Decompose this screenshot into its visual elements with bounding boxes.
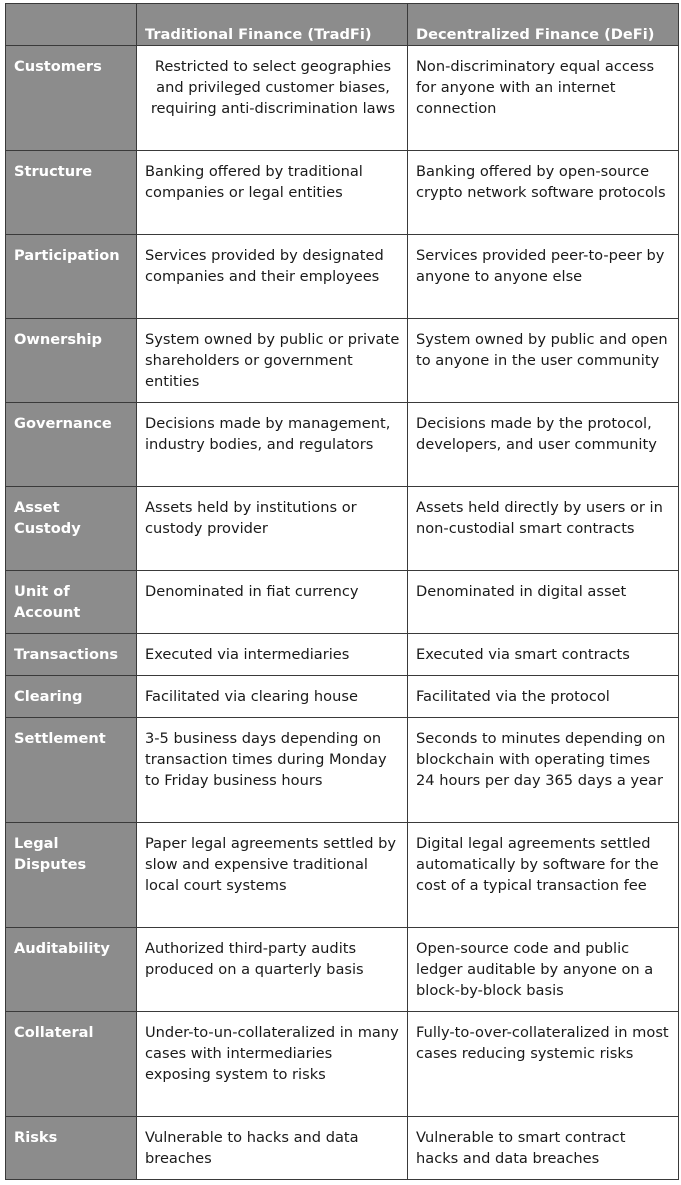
table-row (6, 487, 679, 571)
tradfi-cell: System owned by public or private shareholders or government entities (137, 319, 408, 403)
header-corner-cell (6, 4, 137, 46)
defi-cell: Non-discriminatory equal access for anyone with an internet connection (408, 46, 679, 151)
defi-cell: Vulnerable to smart contract hacks and data breaches (408, 1117, 679, 1180)
row-label: Ownership (6, 319, 137, 403)
table-body (6, 46, 679, 1180)
table-row (6, 46, 679, 151)
header-defi: Decentralized Finance (DeFi) (408, 4, 679, 46)
table-row (6, 1012, 679, 1117)
tradfi-cell: Facilitated via clearing house (137, 676, 408, 718)
defi-cell: Denominated in digital asset (408, 571, 679, 634)
table-row (6, 403, 679, 487)
defi-cell: Services provided peer-to-peer by anyone to anyone else (408, 235, 679, 319)
row-label: Unit of Account (6, 571, 137, 634)
table-row (6, 634, 679, 676)
defi-cell: Decisions made by the protocol, developers, and user community (408, 403, 679, 487)
tradfi-cell: Authorized third-party audits produced on a quarterly basis (137, 928, 408, 1012)
row-label: Asset Custody (6, 487, 137, 571)
defi-cell: Seconds to minutes depending on blockchain with operating times 24 hours per day 365 days a year (408, 718, 679, 823)
row-label: Settlement (6, 718, 137, 823)
header-row (6, 4, 679, 46)
table-row (6, 718, 679, 823)
defi-cell: Open-source code and public ledger auditable by anyone on a block-by-block basis (408, 928, 679, 1012)
row-label: Governance (6, 403, 137, 487)
tradfi-cell: Banking offered by traditional companies or legal entities (137, 151, 408, 235)
tradfi-cell: Services provided by designated companies and their employees (137, 235, 408, 319)
tradfi-cell: Paper legal agreements settled by slow and expensive traditional local court systems (137, 823, 408, 928)
row-label: Transactions (6, 634, 137, 676)
row-label: Clearing (6, 676, 137, 718)
table-row (6, 319, 679, 403)
row-label: Customers (6, 46, 137, 151)
row-label: Collateral (6, 1012, 137, 1117)
table-row (6, 235, 679, 319)
tradfi-cell: Under-to-un-collateralized in many cases with intermediaries exposing system to risks (137, 1012, 408, 1117)
row-label: Participation (6, 235, 137, 319)
defi-cell: System owned by public and open to anyone in the user community (408, 319, 679, 403)
comparison-table (5, 3, 679, 1180)
tradfi-cell: Executed via intermediaries (137, 634, 408, 676)
table-row (6, 676, 679, 718)
tradfi-cell: 3-5 business days depending on transaction times during Monday to Friday business hours (137, 718, 408, 823)
tradfi-cell: Assets held by institutions or custody provider (137, 487, 408, 571)
table-row (6, 823, 679, 928)
tradfi-cell: Restricted to select geographies and privileged customer biases, requiring anti-discrimination laws (137, 46, 408, 151)
defi-cell: Banking offered by open-source crypto network software protocols (408, 151, 679, 235)
defi-cell: Executed via smart contracts (408, 634, 679, 676)
row-label: Structure (6, 151, 137, 235)
tradfi-cell: Decisions made by management, industry bodies, and regulators (137, 403, 408, 487)
table-header (6, 4, 679, 46)
tradfi-cell: Vulnerable to hacks and data breaches (137, 1117, 408, 1180)
table-row (6, 571, 679, 634)
row-label: Risks (6, 1117, 137, 1180)
table-row (6, 151, 679, 235)
row-label: Auditability (6, 928, 137, 1012)
table-row (6, 928, 679, 1012)
header-tradfi: Traditional Finance (TradFi) (137, 4, 408, 46)
defi-cell: Facilitated via the protocol (408, 676, 679, 718)
defi-cell: Assets held directly by users or in non-custodial smart contracts (408, 487, 679, 571)
defi-cell: Digital legal agreements settled automatically by software for the cost of a typical transaction fee (408, 823, 679, 928)
tradfi-cell: Denominated in fiat currency (137, 571, 408, 634)
row-label: Legal Disputes (6, 823, 137, 928)
table-row (6, 1117, 679, 1180)
defi-cell: Fully-to-over-collateralized in most cases reducing systemic risks (408, 1012, 679, 1117)
